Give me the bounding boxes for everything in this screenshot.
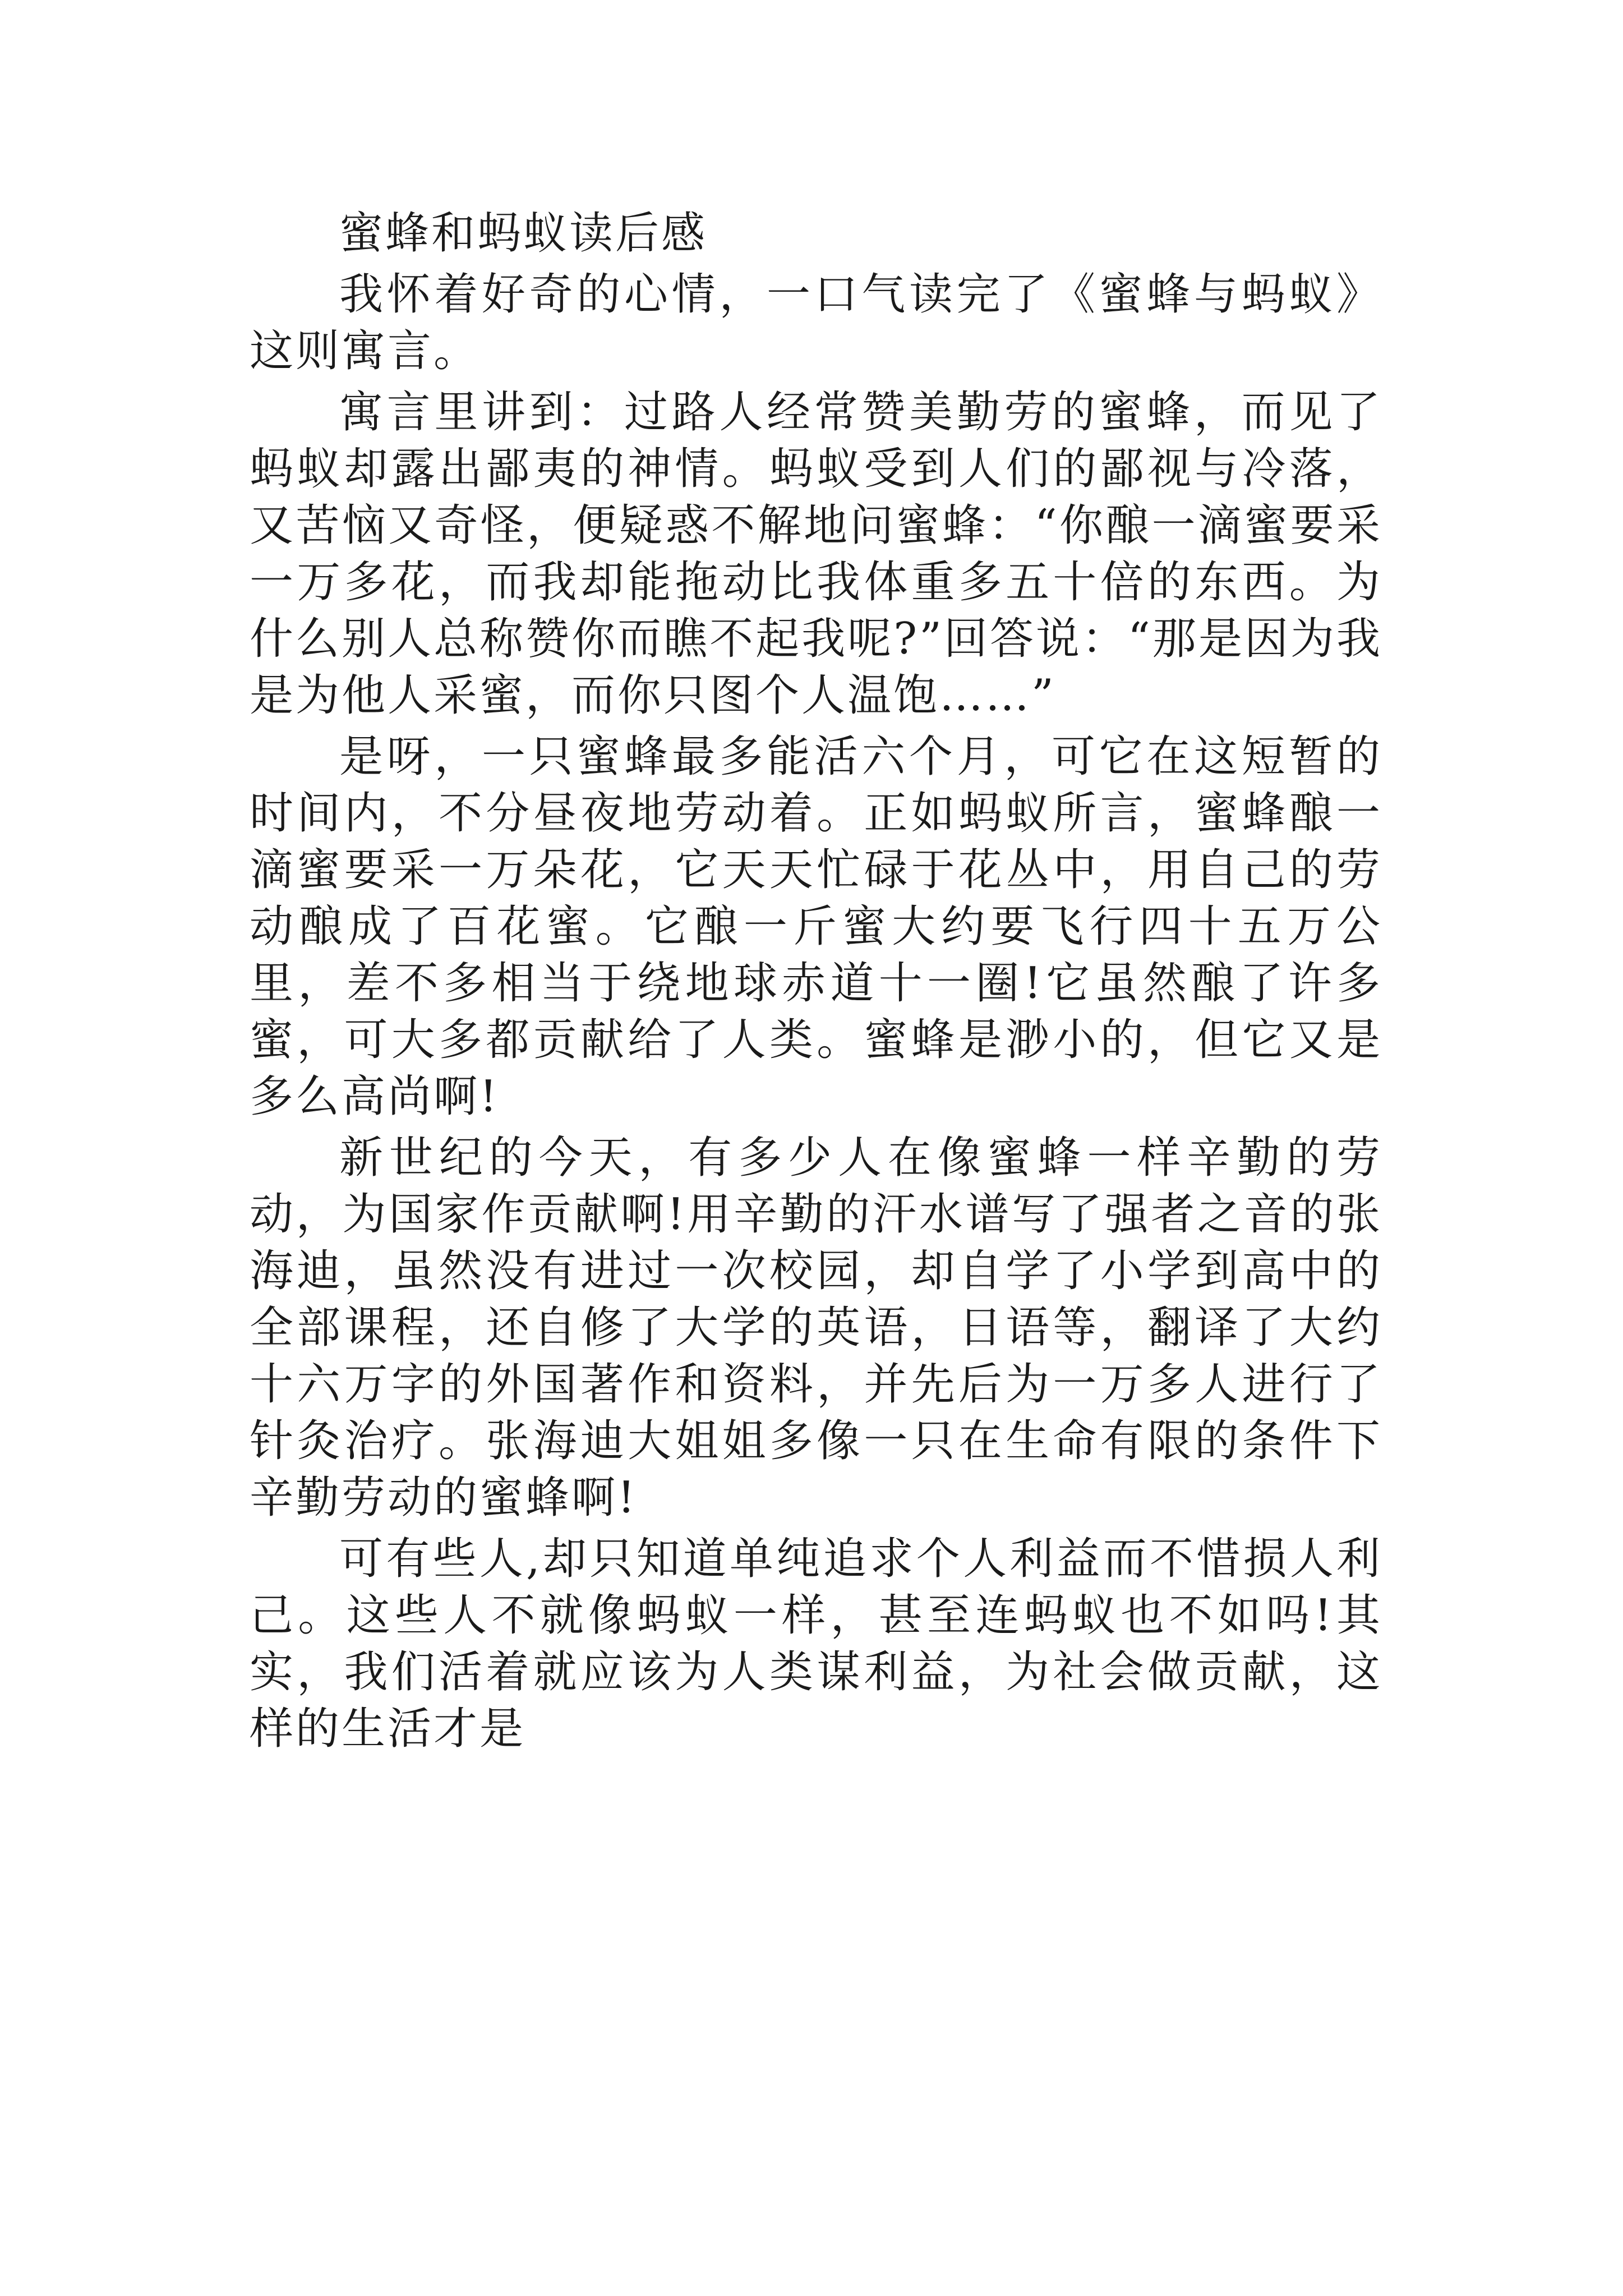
- paragraph-bee-life: 是呀，一只蜜蜂最多能活六个月，可它在这短暂的时间内，不分昼夜地劳动着。正如蚂蚁所言，蜜蜂酿一滴蜜要采一万朵花，它天天忙碌于花丛中，用自己的劳动酿成了百花蜜。它酿一斤蜜大约要飞行四十五万公里，差不多相当于绕地球赤道十一圈!它虽然酿了许多蜜，可大多都贡献给了人类。蜜蜂是渺小的，但它又是多么高尚啊!: [250, 731, 1382, 1122]
- paragraph-conclusion: 可有些人,却只知道单纯追求个人利益而不惜损人利己。这些人不就像蚂蚁一样，甚至连蚂蚁也不如吗!其实，我们活着就应该为人类谋利益，为社会做贡献，这样的生活才是: [250, 1534, 1382, 1754]
- paragraph-intro: 我怀着好奇的心情，一口气读完了《蜜蜂与蚂蚁》这则寓言。: [250, 269, 1382, 376]
- document-body: [250, 205, 1382, 1757]
- document-title: 蜜蜂和蚂蚁读后感: [339, 208, 708, 259]
- paragraph-zhang-haidi: 新世纪的今天，有多少人在像蜜蜂一样辛勤的劳动，为国家作贡献啊!用辛勤的汗水谱写了强者之音的张海迪，虽然没有进过一次校园，却自学了小学到高中的全部课程，还自修了大学的英语，日语等，翻译了大约十六万字的外国著作和资料，并先后为一万多人进行了针灸治疗。张海迪大姐姐多像一只在生命有限的条件下辛勤劳动的蜜蜂啊!: [250, 1133, 1382, 1523]
- paragraph-fable: 寓言里讲到：过路人经常赞美勤劳的蜜蜂，而见了蚂蚁却露出鄙夷的神情。蚂蚁受到人们的鄙视与冷落，又苦恼又奇怪，便疑惑不解地问蜜蜂：“你酿一滴蜜要采一万多花，而我却能拖动比我体重多五十倍的东西。为什么别人总称赞你而瞧不起我呢?”回答说：“那是因为我是为他人采蜜，而你只图个人温饱……”: [250, 387, 1382, 721]
